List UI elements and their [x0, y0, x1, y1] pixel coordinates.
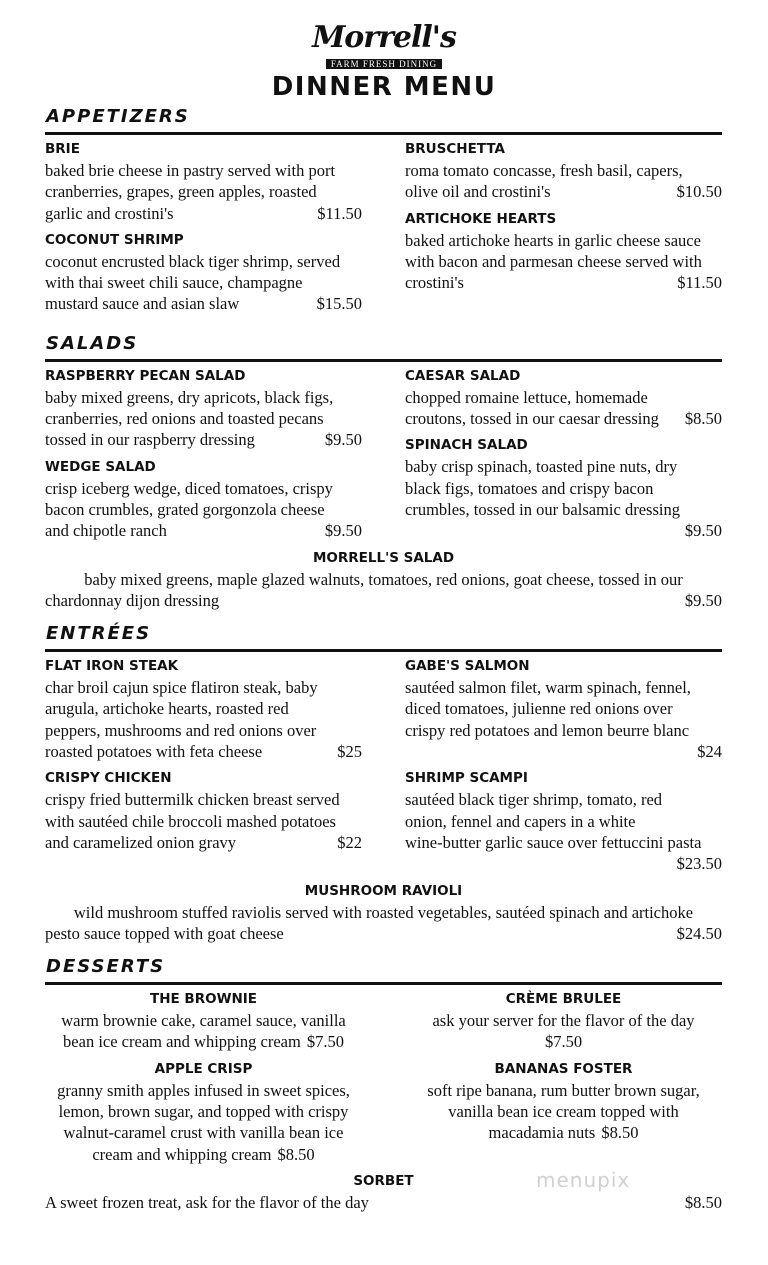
item-description-line [405, 272, 722, 293]
menu-item [45, 139, 362, 224]
section-heading: DESSERTS [46, 956, 166, 978]
item-description-line: wild mushroom stuffed raviolis served with roasted vegetables, sautéed spinach and artichoke [73, 902, 694, 922]
item-description-line [45, 293, 362, 314]
menu-section-appetizers [45, 104, 722, 321]
menu-section-entres [45, 621, 722, 944]
item-description-line: warm brownie cake, caramel sauce, vanilla [61, 1011, 346, 1031]
column-left [45, 366, 362, 548]
item-title: SORBET [353, 1172, 414, 1189]
item-price-line [405, 1031, 722, 1052]
item-price-line [405, 853, 722, 874]
item-description-line [45, 1144, 362, 1165]
column-right [405, 139, 722, 321]
description-text: roasted potatoes with feta cheese [45, 742, 263, 762]
column-left [45, 656, 362, 880]
item-description-line [405, 408, 722, 429]
item-title: RASPBERRY PECAN SALAD [45, 367, 246, 384]
item-description-line: vanilla bean ice cream topped with [448, 1102, 679, 1122]
item-description-line: baby crisp spinach, toasted pine nuts, dry [405, 457, 678, 477]
menu-item [405, 435, 722, 541]
item-description-line: ask your server for the flavor of the day [432, 1011, 695, 1031]
item-description-line: cranberries, red onions and toasted pecans [45, 409, 324, 429]
item-description-line: crisp iceberg wedge, diced tomatoes, crispy [45, 478, 333, 498]
item-description-line [45, 520, 362, 541]
item-price: $24.50 [676, 923, 722, 943]
menu-item [45, 457, 362, 542]
watermark: menupix [536, 1168, 631, 1192]
item-description-line: arugula, artichoke hearts, roasted red [45, 699, 289, 719]
menu-section-salads [45, 331, 722, 611]
item-price: $7.50 [306, 1032, 344, 1052]
item-description-line: black figs, tomatoes and crispy bacon [405, 478, 654, 498]
item-description-line: walnut-caramel crust with vanilla bean ice [63, 1123, 344, 1143]
section-columns [45, 366, 722, 548]
item-price: $10.50 [676, 182, 722, 202]
description-text: chardonnay dijon dressing [45, 590, 220, 610]
logo-wordmark: Morrell's [312, 20, 456, 55]
item-price: $8.50 [684, 409, 722, 429]
item-title: BRIE [45, 141, 80, 157]
item-description-line: bacon crumbles, grated gorgonzola cheese [45, 499, 325, 519]
description-text: and caramelized onion gravy [45, 832, 237, 852]
column-right [405, 989, 722, 1171]
menu-item [405, 209, 722, 294]
section-divider [45, 132, 722, 135]
item-description-line: sautéed salmon filet, warm spinach, fennel, [405, 678, 691, 698]
item-title: BANANAS FOSTER [494, 1060, 633, 1077]
section-heading: SALADS [46, 332, 139, 354]
column-left [45, 989, 362, 1171]
item-description-line [45, 590, 722, 611]
item-price: $25 [337, 742, 362, 762]
item-description-line: crispy fried buttermilk chicken breast served [45, 790, 340, 810]
item-title: CRÈME BRULEE [505, 991, 622, 1008]
item-description-line: cranberries, grapes, green apples, roasted [45, 182, 317, 202]
item-description-line: peppers, mushrooms and red onions over [45, 720, 317, 740]
item-title: CAESAR SALAD [405, 367, 521, 384]
item-price: $8.50 [601, 1123, 639, 1143]
item-description-line: chopped romaine lettuce, homemade [405, 387, 648, 407]
section-columns [45, 139, 722, 321]
item-description-line: sautéed black tiger shrimp, tomato, red [405, 790, 663, 810]
item-price: $15.50 [316, 294, 362, 314]
item-description-line: with bacon and parmesan cheese served with [405, 251, 702, 271]
item-title: BRUSCHETTA [405, 141, 505, 157]
menu-item [45, 656, 362, 762]
description-text: pesto sauce topped with goat cheese [45, 923, 284, 943]
item-title: MORRELL'S SALAD [312, 549, 455, 566]
description-text: tossed in our raspberry dressing [45, 430, 255, 450]
item-description-line [45, 741, 362, 762]
description-text: mustard sauce and asian slaw [45, 294, 240, 314]
item-price: $8.50 [684, 1192, 722, 1212]
item-description-line: soft ripe banana, rum butter brown sugar, [427, 1080, 700, 1100]
item-description-line [45, 923, 722, 944]
item-description-line [45, 832, 362, 853]
item-description-line [405, 181, 722, 202]
item-description-line: onion, fennel and capers in a white [405, 811, 636, 831]
menu-item [405, 989, 722, 1053]
item-description-line [45, 203, 362, 224]
item-description-line [405, 1122, 722, 1143]
item-description-line: crispy red potatoes and lemon beurre blanc [405, 720, 690, 740]
item-description-line [45, 1031, 362, 1052]
item-description-line: baby mixed greens, maple glazed walnuts, tomatoes, red onions, goat cheese, tossed in our [84, 569, 683, 589]
item-description-line: with thai sweet chili sauce, champagne [45, 273, 303, 293]
item-description-line: char broil cajun spice flatiron steak, baby [45, 678, 318, 698]
item-title: CRISPY CHICKEN [45, 770, 172, 787]
menu-item [45, 230, 362, 315]
page-title: DINNER MENU [271, 72, 497, 102]
item-title: SPINACH SALAD [405, 437, 528, 454]
item-description-line: baked brie cheese in pastry served with port [45, 161, 336, 180]
item-title: APPLE CRISP [154, 1060, 253, 1077]
item-description-line: roma tomato concasse, fresh basil, capers, [405, 161, 683, 180]
item-title: THE BROWNIE [149, 991, 258, 1008]
logo-tagline: FARM FRESH DINING [326, 59, 442, 69]
menu-item [405, 366, 722, 430]
item-price-line [405, 520, 722, 541]
description-text: crostini's [405, 273, 464, 293]
item-price: $22 [337, 832, 362, 852]
item-price: $11.50 [317, 203, 362, 223]
section-divider [45, 649, 722, 652]
item-description-line: lemon, brown sugar, and topped with crispy [58, 1102, 349, 1122]
item-price: $9.50 [684, 590, 722, 610]
description-text: croutons, tossed in our caesar dressing [405, 409, 659, 429]
menu-item [405, 768, 722, 874]
item-title: COCONUT SHRIMP [45, 231, 184, 248]
column-right [405, 366, 722, 548]
menu-item [45, 989, 362, 1053]
item-description-line: baked artichoke hearts in garlic cheese sauce [405, 230, 701, 250]
menu-item [45, 768, 362, 853]
menu-body [45, 104, 722, 1223]
item-price: $9.50 [324, 521, 362, 541]
description-text: olive oil and crostini's [405, 182, 551, 202]
item-description-line: with sautéed chile broccoli mashed potatoes [45, 811, 336, 831]
item-price: $7.50 [544, 1032, 583, 1052]
description-text: and chipotle ranch [45, 521, 167, 541]
item-description-line [45, 429, 362, 450]
menu-item [45, 548, 722, 612]
item-price: $8.50 [277, 1144, 315, 1164]
column-left [45, 139, 362, 321]
item-title: ARTICHOKE HEARTS [405, 210, 557, 227]
menu-item [405, 139, 722, 203]
item-price: $9.50 [684, 521, 722, 541]
section-heading: ENTRÉES [46, 623, 152, 645]
item-title: WEDGE SALAD [45, 458, 156, 475]
menu-item [45, 1059, 362, 1165]
description-text: cream and whipping cream [92, 1144, 272, 1164]
description-text: A sweet frozen treat, ask for the flavor of the day [45, 1192, 369, 1212]
section-divider [45, 359, 722, 362]
item-title: MUSHROOM RAVIOLI [304, 882, 463, 899]
description-text: garlic and crostini's [45, 203, 174, 223]
item-price: $9.50 [324, 430, 362, 450]
column-right [405, 656, 722, 880]
item-description-line: baby mixed greens, dry apricots, black figs, [45, 387, 334, 407]
item-price: $23.50 [676, 854, 722, 874]
section-columns [45, 989, 722, 1171]
item-description-line: granny smith apples infused in sweet spices, [57, 1080, 350, 1100]
item-price: $24 [697, 742, 722, 762]
description-text: bean ice cream and whipping cream [63, 1032, 301, 1052]
description-text: macadamia nuts [488, 1123, 596, 1143]
item-description-line: diced tomatoes, julienne red onions over [405, 699, 673, 719]
item-title: FLAT IRON STEAK [45, 658, 179, 675]
item-description-line: crumbles, tossed in our balsamic dressing [405, 499, 680, 519]
item-description-line: wine-butter garlic sauce over fettuccini pasta [405, 832, 702, 852]
menu-item [45, 366, 362, 451]
menu-item [405, 656, 722, 762]
section-heading: APPETIZERS [46, 106, 190, 127]
section-columns [45, 656, 722, 880]
item-description-line [45, 1192, 722, 1213]
item-price-line [405, 741, 722, 762]
item-description-line: coconut encrusted black tiger shrimp, served [45, 251, 341, 271]
item-title: GABE'S SALMON [405, 658, 530, 675]
section-divider [45, 982, 722, 985]
item-title: SHRIMP SCAMPI [405, 770, 528, 787]
menu-item [45, 881, 722, 945]
item-price: $11.50 [677, 273, 722, 293]
menu-item [405, 1059, 722, 1144]
restaurant-logo [292, 22, 476, 70]
